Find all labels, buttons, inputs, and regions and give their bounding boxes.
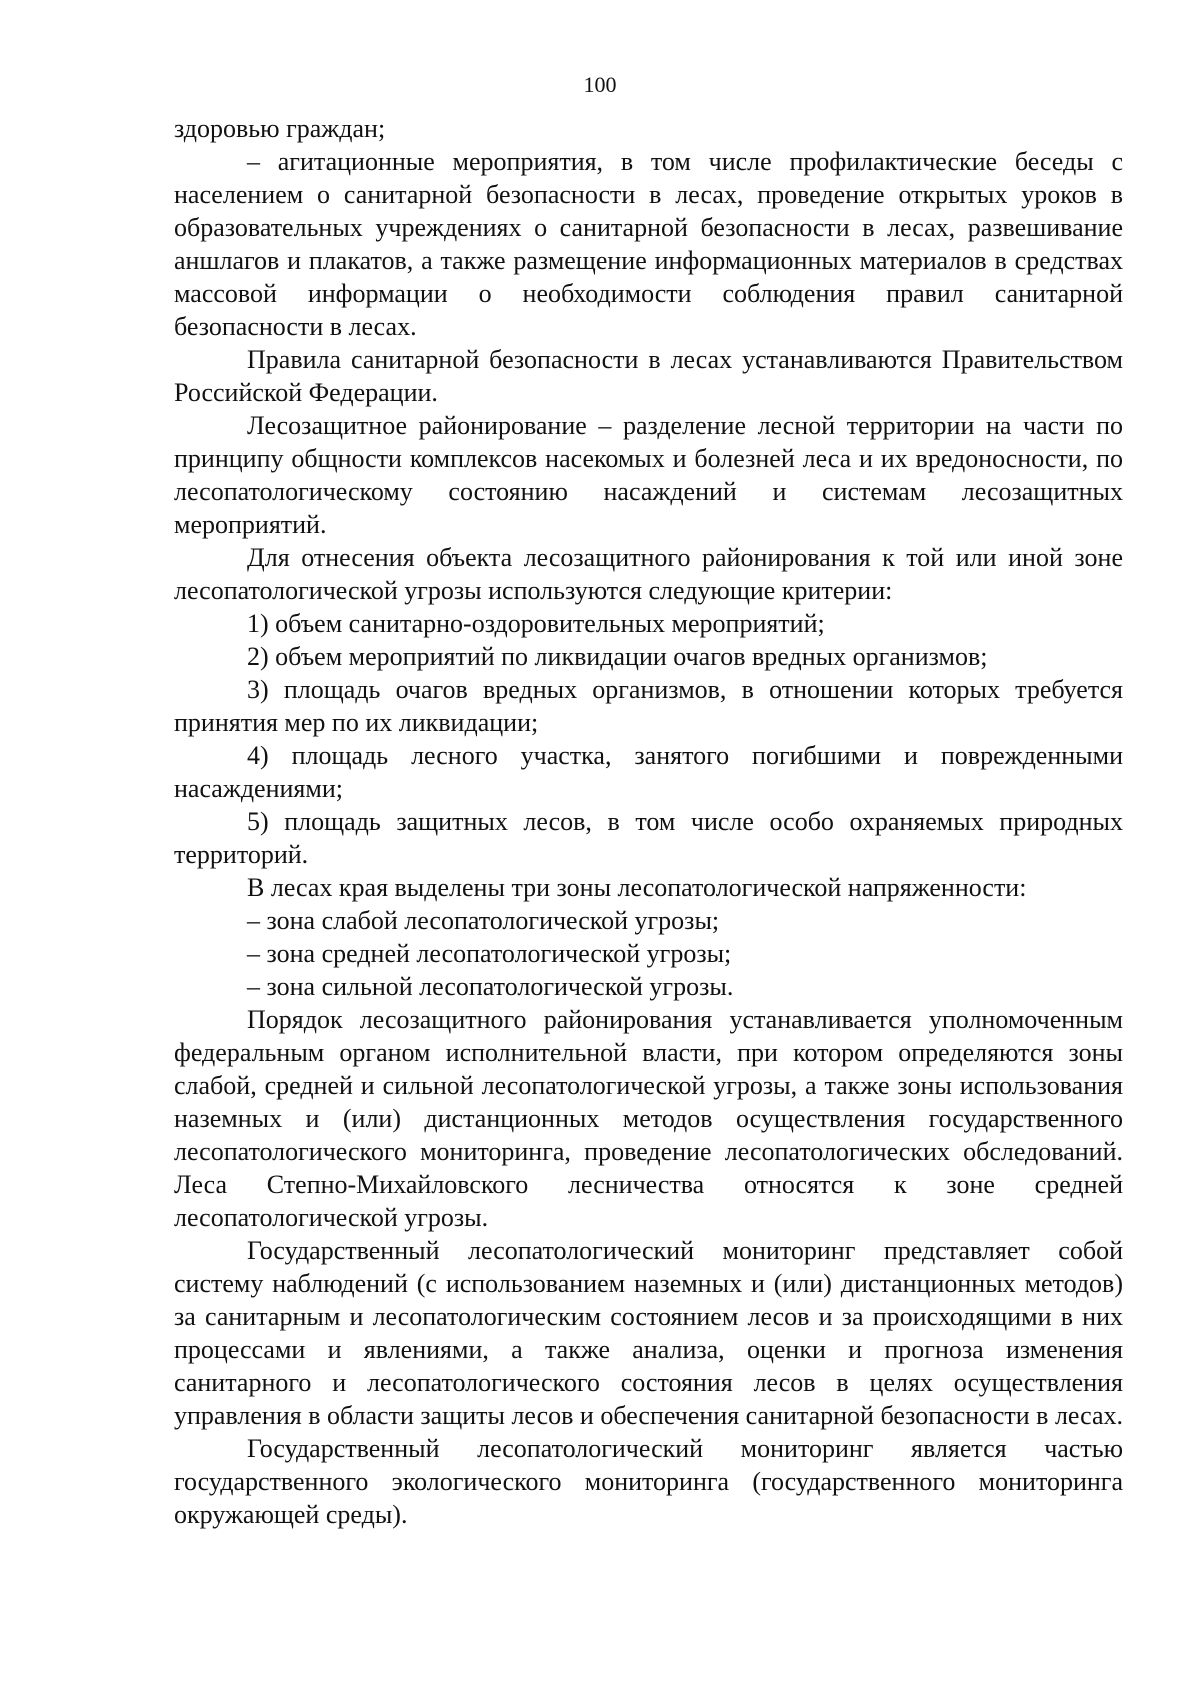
paragraph: Правила санитарной безопасности в лесах устанавливаются Правительством Российской Федерации. <box>174 345 1123 407</box>
paragraph: Государственный лесопатологический мониторинг является частью государственного экологического мониторинга (государственного мониторинга окружающей среды). <box>174 1434 1123 1529</box>
body-text <box>174 112 1123 1531</box>
list-item: 4) площадь лесного участка, занятого погибшими и поврежденными насаждениями; <box>174 741 1123 803</box>
page-number: 100 <box>583 72 617 97</box>
list-item: – зона слабой лесопатологической угрозы; <box>247 906 720 935</box>
paragraph: Лесозащитное районирование – разделение лесной территории на части по принципу общности комплексов насекомых и болезней леса и их вредоносности, по лесопатологическому состоянию насаждений и системам лесозащитных мероприятий. <box>174 411 1123 539</box>
list-item: 5) площадь защитных лесов, в том числе особо охраняемых природных территорий. <box>174 807 1123 869</box>
list-item: – зона сильной лесопатологической угрозы. <box>247 972 734 1001</box>
paragraph: Для отнесения объекта лесозащитного районирования к той или иной зоне лесопатологической угрозы используются следующие критерии: <box>174 543 1123 605</box>
list-item: 2) объем мероприятий по ликвидации очагов вредных организмов; <box>247 642 988 671</box>
paragraph: В лесах края выделены три зоны лесопатологической напряженности: <box>247 873 1027 902</box>
paragraph: – агитационные мероприятия, в том числе профилактические беседы с населением о санитарной безопасности в лесах, проведение открытых уроков в образовательных учреждениях о санитарной безопасности в лесах, развешивание аншлагов и плакатов, а также размещение информационных материалов в средствах массовой информации о необходимости соблюдения правил санитарной безопасности в лесах. <box>174 147 1123 341</box>
paragraph: Государственный лесопатологический мониторинг представляет собой систему наблюдений (с использованием наземных и (или) дистанционных методов) за санитарным и лесопатологическим состоянием лесов и за происходящими в них процессами и явлениями, а также анализа, оценки и прогноза изменения санитарного и лесопатологического состояния лесов в целях осуществления управления в области защиты лесов и обеспечения санитарной безопасности в лесах. <box>174 1236 1124 1430</box>
list-item: – зона средней лесопатологической угрозы; <box>247 939 732 968</box>
list-item: 1) объем санитарно-оздоровительных мероприятий; <box>247 609 825 638</box>
paragraph: Порядок лесозащитного районирования устанавливается уполномоченным федеральным органом исполнительной власти, при котором определяются зоны слабой, средней и сильной лесопатологической угрозы, а также зоны использования наземных и (или) дистанционных методов осуществления государственного лесопатологического мониторинга, проведение лесопатологических обследований. Леса Степно-Михайловского лесничества относятся к зоне средней лесопатологической угрозы. <box>174 1005 1123 1232</box>
list-item: 3) площадь очагов вредных организмов, в отношении которых требуется принятия мер по их ликвидации; <box>174 675 1123 737</box>
paragraph: здоровью граждан; <box>174 114 386 143</box>
